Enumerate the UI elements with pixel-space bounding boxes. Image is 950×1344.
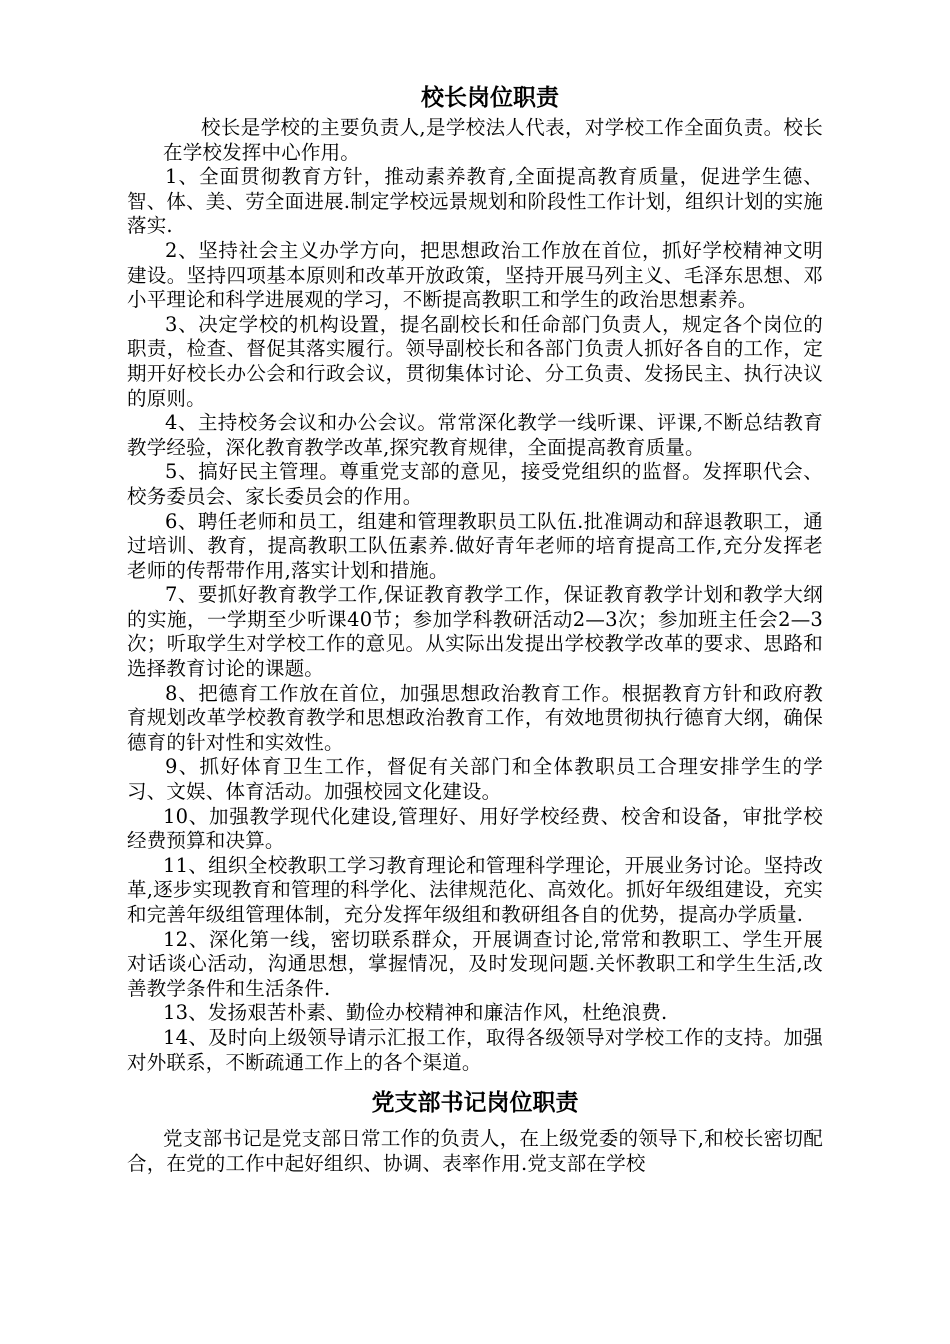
principal-duty-item: 10、加强教学现代化建设,管理好、用好学校经费、校舍和设备，审批学校经费预算和决算。 (127, 804, 823, 853)
principal-duty-item: 2、坚持社会主义办学方向，把思想政治工作放在首位，抓好学校精神文明建设。坚持四项基本原则和改革开放政策，坚持开展马列主义、毛泽东思想、邓小平理论和科学进展观的学习，不断提高教职工和学生的政治思想素养。 (127, 238, 823, 312)
principal-duty-item: 11、组织全校教职工学习教育理论和管理科学理论，开展业务讨论。坚持改革,逐步实现教育和管理的科学化、法律规范化、高效化。抓好年级组建设，充实和完善年级组管理体制，充分发挥年级组和教研组各自的优势，提高办学质量. (127, 853, 823, 926)
section-title-party-secretary: 党支部书记岗位职责 (371, 1089, 579, 1117)
principal-duty-item: 4、主持校务会议和办公会议。常常深化教学一线听课、评课,不断总结教育教学经验，深化教育教学改革,探究教育规律，全面提高教育质量。 (127, 411, 823, 459)
principal-duty-item: 14、及时向上级领导请示汇报工作，取得各级领导对学校工作的支持。加强对外联系，不断疏通工作上的各个渠道。 (127, 1025, 823, 1074)
principal-intro-paragraph: 校长是学校的主要负责人,是学校法人代表，对学校工作全面负责。校长在学校发挥中心作用。 (163, 116, 823, 164)
principal-duty-item: 7、要抓好教育教学工作,保证教育教学工作，保证教育教学计划和教学大纲的实施，一学期至少听课40节；参加学科教研活动2—3次；参加班主任会2—3次；听取学生对学校工作的意见。从实际出发提出学校教学改革的要求、思路和选择教育讨论的课题。 (127, 583, 823, 681)
party-secretary-intro-paragraph: 党支部书记是党支部日常工作的负责人，在上级党委的领导下,和校长密切配合，在党的工作中起好组织、协调、表率作用.党支部在学校 (127, 1127, 823, 1175)
principal-duty-item: 3、决定学校的机构设置，提名副校长和任命部门负责人，规定各个岗位的职责，检查、督促其落实履行。领导副校长和各部门负责人抓好各自的工作，定期开好校长办公会和行政会议，贯彻集体讨论、分工负责、发扬民主、执行决议的原则。 (127, 312, 823, 410)
principal-duty-item: 9、抓好体育卫生工作，督促有关部门和全体教职员工合理安排学生的学习、文娱、体育活动。加强校园文化建设。 (127, 755, 823, 804)
document-page (127, 80, 823, 1176)
principal-duty-item: 5、搞好民主管理。尊重党支部的意见，接受党组织的监督。发挥职代会、校务委员会、家长委员会的作用。 (127, 460, 823, 508)
section-title-principal: 校长岗位职责 (421, 84, 559, 111)
principal-duty-item: 13、发扬艰苦朴素、勤俭办校精神和廉洁作风，杜绝浪费. (163, 1001, 668, 1025)
principal-duty-item: 1、全面贯彻教育方针，推动素养教育,全面提高教育质量，促进学生德、智、体、美、劳全面进展.制定学校远景规划和阶段性工作计划，组织计划的实施落实. (127, 165, 823, 238)
principal-duty-item: 6、聘任老师和员工，组建和管理教职员工队伍.批准调动和辞退教职工，通过培训、教育，提高教职工队伍素养.做好青年老师的培育提高工作,充分发挥老老师的传帮带作用,落实计划和措施。 (127, 509, 823, 582)
principal-duty-item: 12、深化第一线，密切联系群众，开展调查讨论,常常和教职工、学生开展对话谈心活动，沟通思想，掌握情况，及时发现问题.关怀教职工和学生生活,改善教学条件和生活条件. (127, 927, 823, 1000)
principal-duty-item: 8、把德育工作放在首位，加强思想政治教育工作。根据教育方针和政府教育规划改革学校教育教学和思想政治教育工作，有效地贯彻执行德育大纲，确保德育的针对性和实效性。 (127, 681, 823, 754)
